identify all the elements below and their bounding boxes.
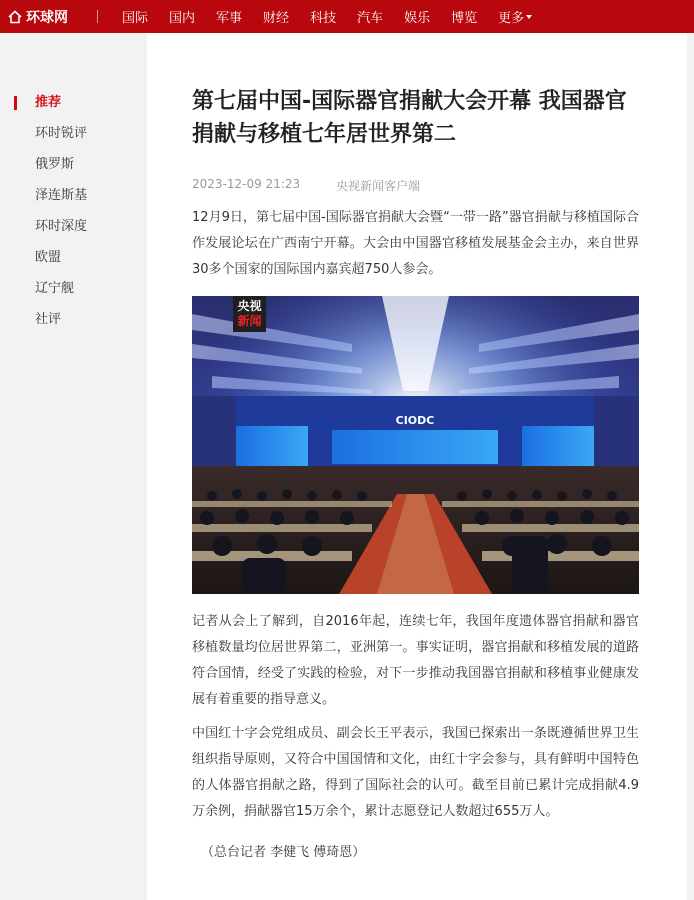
nav-item-expo[interactable]: 博览 [451,11,478,26]
nav-item-military[interactable]: 军事 [216,11,243,26]
nav-item-finance[interactable]: 财经 [263,11,290,26]
nav-item-international[interactable]: 国际 [122,11,149,26]
article-date: 2023-12-09 21:23 [192,177,301,191]
sidebar-item-liaoning[interactable]: 辽宁舰 [35,281,75,296]
article-paragraph: 记者从会上了解到，自2016年起，连续七年，我国年度遗体器官捐献和器官移植数量均位居世界第二，亚洲第一。事实证明，器官捐献和移植发展的道路符合国情，经受了实践的检验，对下一步推动我国器官捐献和移植事业健康发展有着重要的指导意义。 [192,614,639,707]
nav-item-entertainment[interactable]: 娱乐 [404,11,431,26]
sidebar-item-zelensky[interactable]: 泽连斯基 [35,188,88,203]
stage-logo-text: CIODC [395,414,435,427]
article-body [147,33,687,900]
nav-divider [97,10,98,23]
watermark-line2: 新闻 [237,314,262,328]
sidebar-item-editorial[interactable]: 社评 [35,312,62,327]
cctv-news-watermark [233,296,266,332]
sidebar-item-recommend[interactable]: 推荐 [0,93,147,124]
main-nav [122,7,553,26]
sidebar-item-russia[interactable]: 俄罗斯 [35,157,75,172]
chevron-down-icon [526,15,532,19]
sidebar-item-in-depth[interactable]: 环时深度 [35,219,88,234]
article-paragraph: 12月9日，第七届中国-国际器官捐献大会暨“一带一路”器官捐献与移植国际合作发展论坛在广西南宁开幕。大会由中国器官移植发展基金会主办，来自世界30多个国家的国际国内嘉宾超750人参会。 [192,210,639,277]
article-source[interactable]: 央视新闻客户端 [336,179,421,193]
logo-text: 环球网 [26,9,68,26]
home-icon [8,10,22,24]
nav-item-auto[interactable]: 汽车 [357,11,384,26]
site-logo[interactable] [8,7,68,27]
nav-more-label: 更多 [498,11,525,26]
conference-hall-image [192,296,639,594]
article-title: 第七届中国-国际器官捐献大会开幕 我国器官捐献与移植七年居世界第二 [192,89,627,147]
sidebar-item-commentary[interactable]: 环时锐评 [35,126,88,141]
article-byline: （总台记者 李健飞 傅琦恩） [201,845,366,860]
article-photo [192,296,639,594]
watermark-line1: 央视 [237,299,262,313]
article-paragraph: 中国红十字会党组成员、副会长王平表示，我国已探索出一条既遵循世界卫生组织指导原则，又符合中国国情和文化，由红十字会参与，具有鲜明中国特色的人体器官捐献之路，得到了国际社会的认可。截至目前已累计完成捐献4.9万余例，捐献器官15万余个，累计志愿登记人数超过655万人。 [192,726,639,819]
sidebar [0,33,147,900]
top-nav-bar [0,0,694,33]
sidebar-item-eu[interactable]: 欧盟 [35,250,62,265]
sidebar-channel-list [0,93,147,341]
nav-item-tech[interactable]: 科技 [310,11,337,26]
nav-more-button[interactable] [498,7,532,26]
article-meta [192,177,420,194]
nav-item-domestic[interactable]: 国内 [169,11,196,26]
